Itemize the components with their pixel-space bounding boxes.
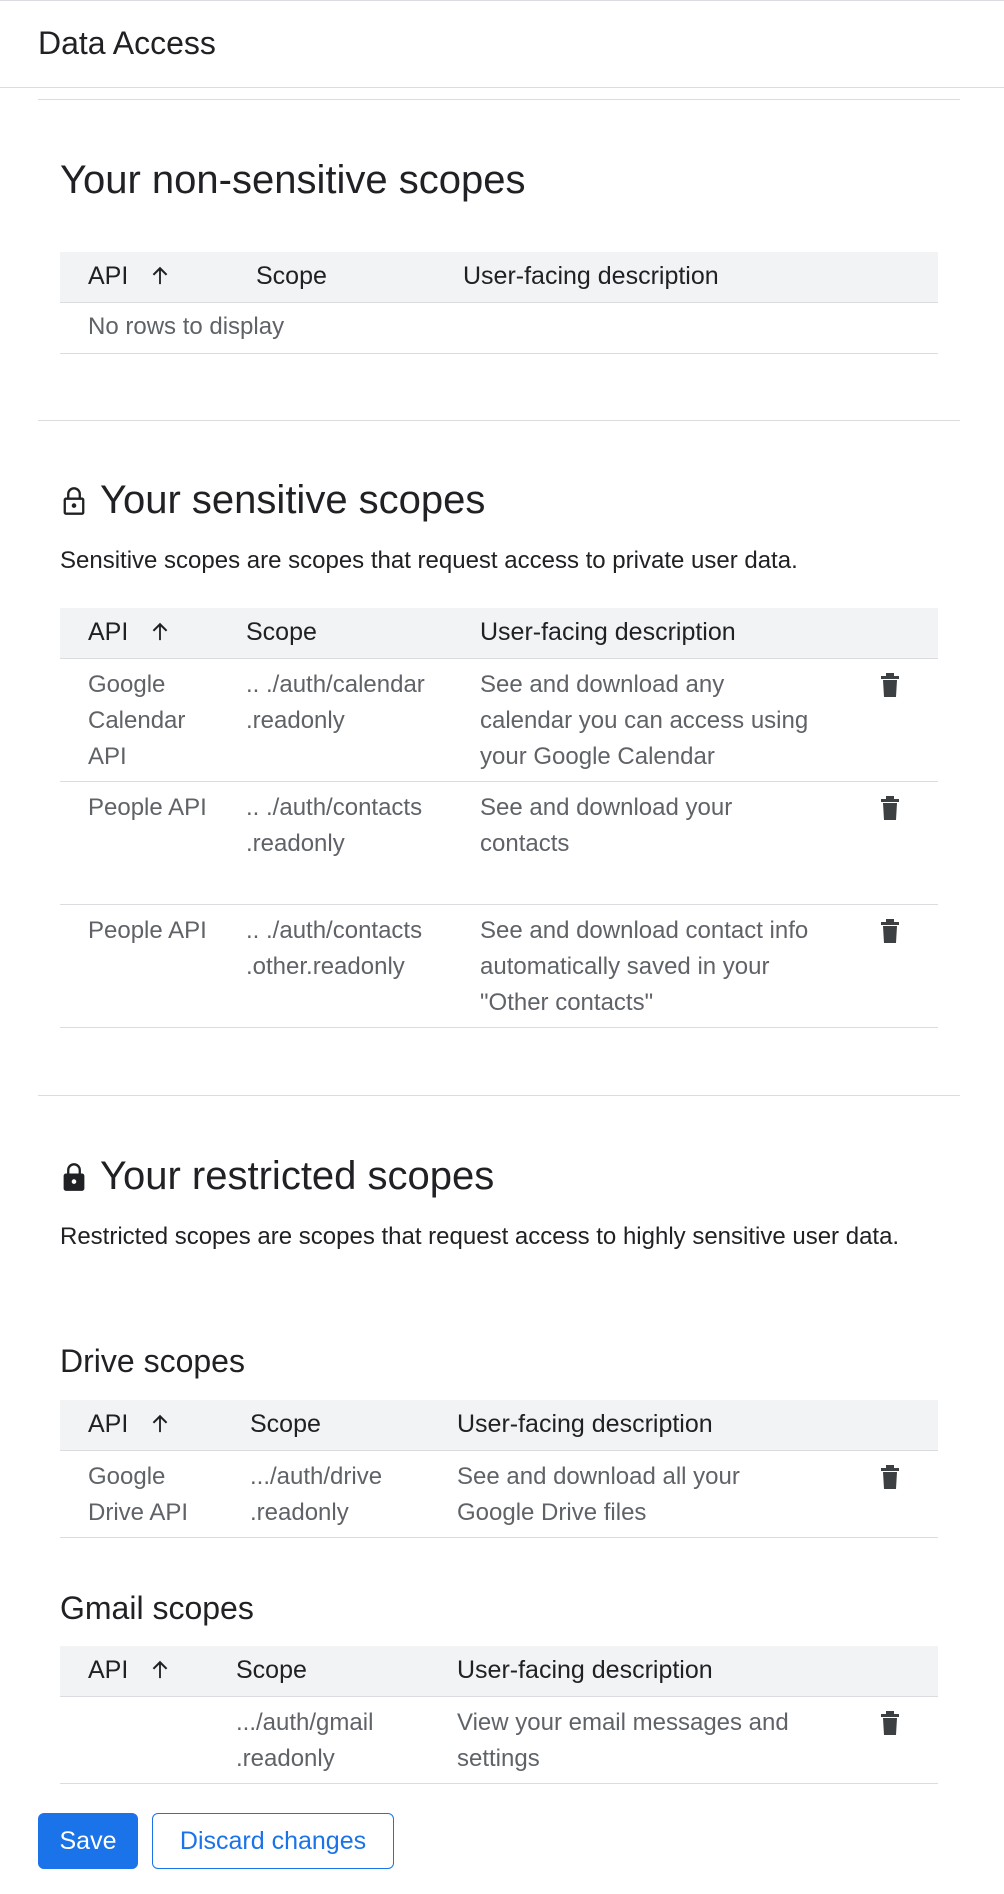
save-button[interactable]: Save (38, 1813, 138, 1869)
table-header (60, 252, 938, 303)
col-scope-header: Scope (236, 1656, 307, 1684)
cell-scope: .. ./auth/calendar .readonly (246, 671, 425, 734)
sensitive-title-text: Your sensitive scopes (100, 478, 486, 522)
cell-api: People API (88, 794, 207, 821)
arrow-up-icon[interactable] (149, 1656, 171, 1682)
col-scope-header: Scope (246, 618, 317, 646)
drive-scopes-title: Drive scopes (60, 1343, 245, 1379)
cell-description: See and download contact info automatically saved in your "Other contacts" (480, 917, 809, 1016)
trash-icon[interactable] (878, 917, 902, 945)
table-row (60, 1451, 938, 1538)
restricted-title-text: Your restricted scopes (100, 1154, 495, 1198)
arrow-up-icon[interactable] (149, 618, 171, 644)
cell-description: See and download your contacts (480, 794, 733, 857)
cell-api: Google Drive API (88, 1463, 189, 1526)
empty-text: No rows to display (88, 313, 285, 340)
trash-icon[interactable] (878, 671, 902, 699)
cell-description: View your email messages and settings (457, 1709, 789, 1772)
col-api-header[interactable]: API (88, 618, 171, 647)
cell-api: Google Calendar API (88, 671, 186, 770)
lock-filled-icon (60, 1162, 88, 1192)
page-title: Data Access (38, 25, 216, 61)
col-api-header[interactable]: API (88, 262, 171, 291)
cell-scope: .../auth/gmail .readonly (236, 1709, 374, 1772)
table-header (60, 1400, 938, 1451)
non-sensitive-table (60, 252, 938, 354)
sensitive-title (60, 478, 485, 523)
cell-description: See and download all your Google Drive files (457, 1463, 740, 1526)
sensitive-description: Sensitive scopes are scopes that request access to private user data. (60, 547, 798, 574)
col-description-header: User-facing description (457, 1410, 713, 1438)
drive-table (60, 1400, 938, 1538)
arrow-up-icon[interactable] (149, 1410, 171, 1436)
discard-changes-button[interactable]: Discard changes (152, 1813, 394, 1869)
trash-icon[interactable] (878, 794, 902, 822)
gmail-scopes-title: Gmail scopes (60, 1590, 254, 1626)
cell-api: People API (88, 917, 207, 944)
section-divider (38, 420, 960, 421)
col-api-header[interactable]: API (88, 1410, 171, 1439)
col-description-header: User-facing description (463, 262, 719, 290)
cell-description: See and download any calendar you can access using your Google Calendar (480, 671, 809, 770)
cell-scope: .. ./auth/contacts .other.readonly (246, 917, 423, 980)
section-divider (38, 1095, 960, 1096)
lock-outline-icon (60, 486, 88, 516)
restricted-title (60, 1154, 494, 1199)
cell-scope: .../auth/drive .readonly (250, 1463, 383, 1526)
sensitive-table (60, 608, 938, 1028)
col-scope-header: Scope (250, 1410, 321, 1438)
col-description-header: User-facing description (457, 1656, 713, 1684)
page-header (0, 0, 1004, 88)
table-header (60, 1646, 938, 1697)
trash-icon[interactable] (878, 1709, 902, 1737)
empty-row (60, 303, 938, 354)
col-description-header: User-facing description (480, 618, 736, 646)
col-api-header[interactable]: API (88, 1656, 171, 1685)
table-header (60, 608, 938, 659)
restricted-description: Restricted scopes are scopes that request access to highly sensitive user data. (60, 1223, 900, 1250)
table-row (60, 782, 938, 905)
table-row (60, 659, 938, 782)
table-row (60, 905, 938, 1028)
gmail-table (60, 1646, 938, 1784)
cell-scope: .. ./auth/contacts .readonly (246, 794, 423, 857)
section-divider (38, 99, 960, 100)
non-sensitive-title: Your non-sensitive scopes (60, 158, 526, 202)
col-scope-header: Scope (256, 262, 327, 290)
table-row (60, 1697, 938, 1784)
arrow-up-icon[interactable] (149, 262, 171, 288)
trash-icon[interactable] (878, 1463, 902, 1491)
